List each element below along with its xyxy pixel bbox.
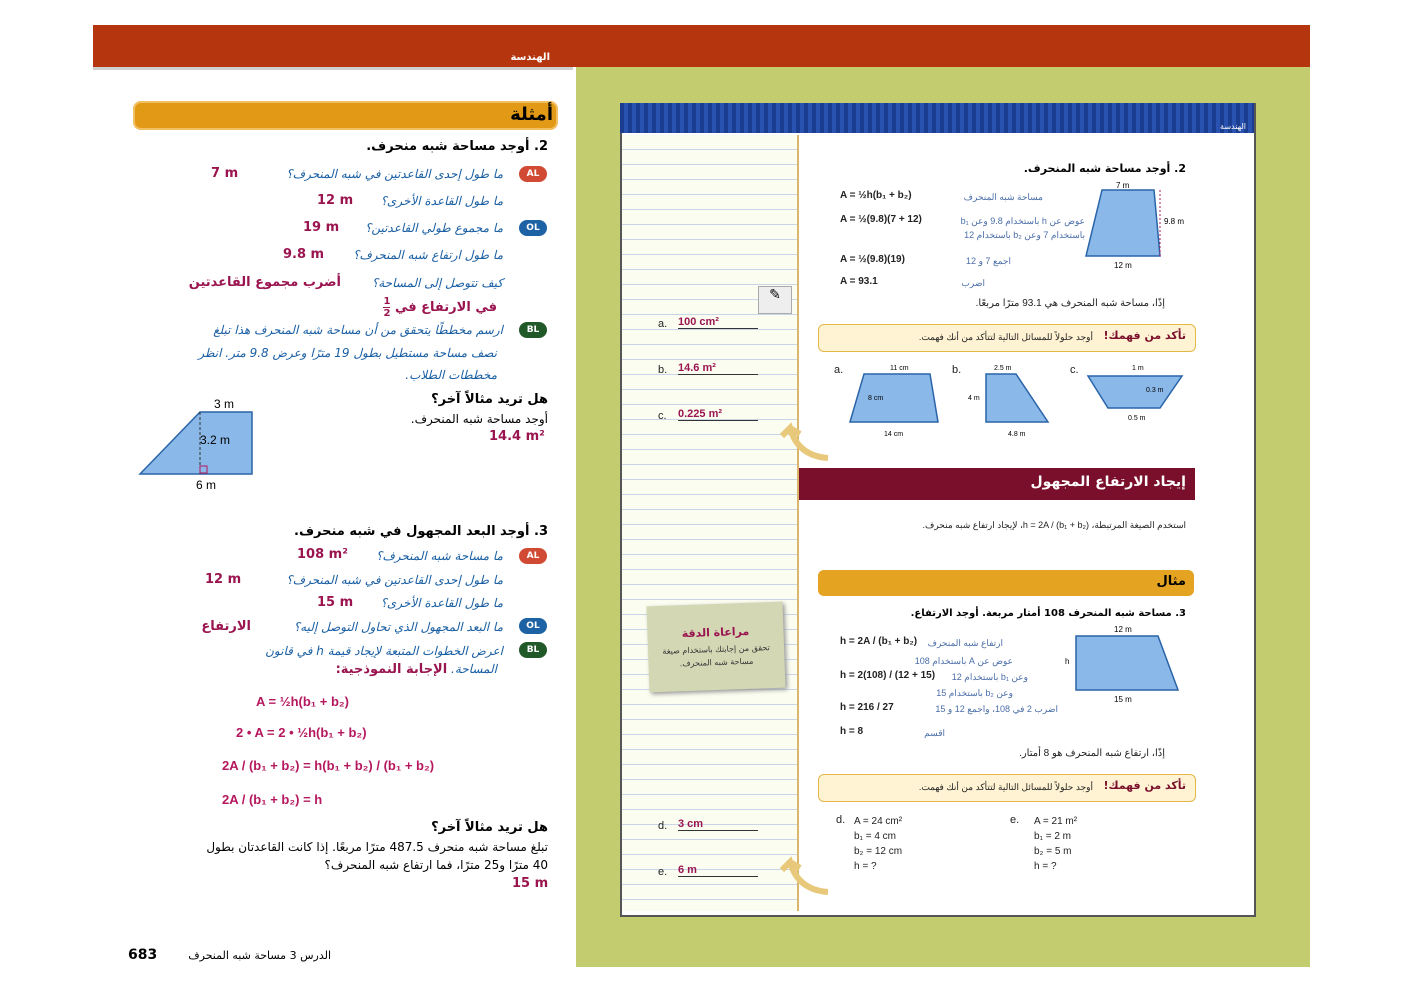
check-e-line2: b₁ = 2 m [1034, 831, 1072, 842]
ex2-more-text: أوجد مساحة شبه المنحرف. [410, 412, 548, 426]
ex2-a5-line2 [383, 296, 497, 319]
shape-c-h: 0.3 m [1146, 387, 1164, 394]
notes-margin-line [797, 135, 799, 911]
se-ex2-note5: اضرب [961, 278, 985, 288]
section-title: إيجاد الارتفاع المجهول [1030, 474, 1186, 490]
ex3-q3: ما طول القاعدة الأخرى؟ [380, 596, 503, 610]
ex3-a2: 12 m [205, 572, 242, 587]
se-ex2-bottom: 12 m [1114, 261, 1132, 270]
ex3-q2: ما طول إحدى القاعدتين في شبه المنحرف؟ [286, 573, 503, 587]
se-ex2-step3: A = ½(9.8)(19) [840, 254, 905, 265]
se-ex3-note6: اقسم [924, 728, 945, 738]
check-d-line4: h = ? [854, 861, 877, 872]
ex3-q5-text2: المساحة. [451, 662, 497, 676]
se-ex3-note4: وعن b₂ باستخدام 15 [936, 688, 1013, 698]
check-text-1: أوجد حلولاً للمسائل التالية لتتأكد من أنك فهمت. [918, 332, 1093, 342]
ex2-a5-text2: في الارتفاع في [394, 300, 497, 315]
ex3-q4: ما البعد المجهول الذي تحاول التوصل إليه؟ [293, 620, 503, 634]
note-icon: ✎ [758, 286, 792, 314]
ex2-q3: ما مجموع طولي القاعدتين؟ [364, 221, 503, 235]
ex3-a5: الإجابة النموذجية: [335, 662, 448, 677]
subject-title: الهندسة [510, 52, 550, 63]
ex2-a4: 9.8 m [283, 247, 325, 262]
ex2-q6-line2: نصف مساحة مستطيل بطول 19 مترًا وعرض 9.8 متر. انظر [198, 346, 497, 360]
ex3-a1: 108 m² [297, 547, 348, 562]
half-den: 2 [383, 308, 391, 319]
note-a-value: 100 cm² [678, 316, 758, 329]
shape-c-figure [1082, 360, 1192, 430]
se-ex2-conclusion: إذًا، مساحة شبه المنحرف هي 93.1 مترًا مربعًا. [975, 298, 1165, 309]
shape-a-bottom: 14 cm [884, 431, 904, 438]
example2-text: أوجد مساحة شبه منحرف. [366, 139, 530, 154]
badge-al: AL [519, 166, 547, 182]
se-subject: الهندسة [1220, 122, 1246, 131]
note-a-label: a. [658, 318, 668, 330]
shape-c-label: c. [1070, 364, 1079, 376]
ex3-badge-ol: OL [519, 618, 547, 634]
fig-bottom-label: 6 m [196, 478, 217, 492]
arrow-icon [778, 418, 838, 468]
check-e-lines [1034, 814, 1077, 874]
check-title-1: تأكد من فهمك! [1103, 329, 1186, 342]
shape-b-top: 2.5 m [994, 365, 1012, 372]
check-d-lines [854, 814, 902, 874]
se-ex3-step3: h = 216 / 27 [840, 702, 894, 713]
examples-title: أمثلة [510, 104, 553, 125]
example-label: مثال [1156, 574, 1186, 589]
example-banner [818, 570, 1194, 596]
check-e-line3: b₂ = 5 m [1034, 846, 1072, 857]
sticky-note [647, 602, 786, 693]
check-text-2: أوجد حلولاً للمسائل التالية لتتأكد من أنك فهمت. [918, 782, 1093, 792]
note-d-label: d. [658, 820, 668, 832]
check-d-line2: b₁ = 4 cm [854, 831, 897, 842]
se-ex3-step4: h = 8 [840, 726, 864, 737]
half-num: 1 [383, 296, 391, 307]
formula-1: A = ½h(b₁ + b₂) [256, 694, 350, 709]
ex2-q5: كيف تتوصل إلى المساحة؟ [371, 276, 503, 290]
examples-banner [133, 101, 558, 130]
se-ex2-step1: A = ½h(b₁ + b₂) [840, 190, 912, 201]
se-ex3-step2: h = 2(108) / (12 + 15) [840, 670, 936, 681]
ex3-badge-al: AL [519, 548, 547, 564]
note-c-label: c. [658, 410, 667, 422]
note-e-label: e. [658, 866, 668, 878]
shape-c-bottom: 0.5 m [1128, 415, 1146, 422]
notes-column [622, 135, 797, 911]
ex3-badge-bl: BL [519, 642, 547, 658]
ex3-a4: الارتفاع [201, 619, 251, 634]
se-ex3-title: 3. مساحة شبه المنحرف 108 أمتار مربعة. أوجد الارتفاع. [910, 608, 1186, 619]
note-b-label: b. [658, 364, 668, 376]
ex3-q5-line2 [336, 662, 497, 677]
section-text: استخدم الصيغة المرتبطة، h = 2A / (b₁ + b₂)، لإيجاد ارتفاع شبه منحرف. [922, 520, 1186, 530]
example3-text: أوجد البعد المجهول في شبه منحرف. [294, 524, 530, 539]
se-ex2-step4: A = 93.1 [840, 276, 878, 287]
se-ex3-note5: اضرب 2 في 108، واجمع 12 و 15 [935, 704, 1058, 714]
se-ex3-h: h [1065, 657, 1070, 666]
check-d-line1: A = 24 cm² [854, 816, 903, 827]
ex3-more-title: هل تريد مثالاً آخر؟ [431, 820, 548, 835]
lesson-title: الدرس 3 مساحة شبه المنحرف [188, 949, 331, 962]
formula-2: 2 • A = 2 • ½h(b₁ + b₂) [236, 725, 367, 740]
se-ex3-note1: ارتفاع شبه المنحرف [927, 638, 1003, 648]
shape-b-label: b. [952, 364, 962, 376]
se-ex3-top: 12 m [1114, 625, 1132, 634]
formula-3: 2A / (b₁ + b₂) = h(b₁ + b₂) / (b₁ + b₂) [222, 758, 435, 773]
se-ex2-note1: مساحة شبه المنحرف [963, 192, 1043, 202]
example2-number: 2. [534, 139, 548, 154]
se-ex3-note3: وعن b₁ باستخدام 12 [951, 672, 1028, 682]
se-ex3-trapezoid [1062, 622, 1192, 708]
shape-b-bottom: 4.8 m [1008, 431, 1026, 438]
ex2-more-answer: 14.4 m² [489, 429, 545, 444]
check-title-2: تأكد من فهمك! [1103, 779, 1186, 792]
se-ex3-conclusion: إذًا، ارتفاع شبه المنحرف هو 8 أمتار. [1019, 748, 1165, 759]
check-e-line4: h = ? [1034, 861, 1057, 872]
ex2-a3: 19 m [303, 220, 340, 235]
shape-a-figure [844, 360, 944, 440]
badge-ol: OL [519, 220, 547, 236]
note-e-value: 6 m [678, 864, 758, 877]
formula-4: 2A / (b₁ + b₂) = h [222, 792, 323, 807]
header-divider [93, 67, 573, 70]
ex2-q6: ارسم مخططًا يتحقق من أن مساحة شبه المنحرف هذا تبلغ [213, 323, 503, 337]
se-ex2-step2: A = ½(9.8)(7 + 12) [840, 214, 922, 225]
se-ex2-note2: عوض عن h باستخدام 9.8 وعن b₁ [960, 216, 1085, 226]
se-ex3-step1: h = 2A / (b₁ + b₂) [840, 636, 918, 647]
check-e-label: e. [1010, 814, 1020, 826]
ex3-q1: ما مساحة شبه المنحرف؟ [375, 549, 503, 563]
se-ex2-note4: اجمع 7 و 12 [966, 256, 1011, 266]
se-ex2-top: 7 m [1116, 181, 1130, 190]
ex2-trapezoid-figure [134, 394, 264, 494]
ex2-a1: 7 m [211, 166, 239, 181]
ex3-q5: اعرض الخطوات المتبعة لإيجاد قيمة h في قانون [265, 644, 503, 658]
se-ex2-trapezoid [1080, 180, 1190, 270]
sticky-text: تحقق من إجابتك باستخدام صيغة مساحة شبه المنحرف. [662, 643, 770, 669]
se-ex3-bottom: 15 m [1114, 695, 1132, 704]
trapezoid-shape [140, 412, 252, 474]
se-ex2-h: 9.8 m [1164, 217, 1185, 226]
example3-title [294, 524, 548, 539]
ex3-more-answer: 15 m [512, 876, 549, 891]
badge-bl: BL [519, 322, 547, 338]
shape-a-h: 8 cm [868, 395, 884, 402]
shape-c-top: 1 m [1132, 365, 1144, 372]
example3-number: 3. [534, 524, 548, 539]
page-number: 683 [128, 947, 158, 963]
check-d-line3: b₂ = 12 cm [854, 846, 903, 857]
student-edition-header [620, 103, 1254, 133]
half-fraction [383, 296, 390, 319]
ex2-q6-line3: مخططات الطلاب. [405, 368, 497, 382]
sticky-title: مراعاة الدقة [681, 624, 750, 641]
example2-title [366, 139, 548, 154]
note-c-value: 0.225 m² [678, 408, 758, 421]
se-ex3-note2: عوض عن A باستخدام 108 [914, 656, 1013, 666]
check-e-line1: A = 21 m² [1034, 816, 1078, 827]
ex2-q2: ما طول القاعدة الأخرى؟ [380, 194, 503, 208]
shape-b-h: 4 m [968, 395, 980, 402]
shape-a-top: 11 cm [890, 365, 909, 372]
note-b-value: 14.6 m² [678, 362, 758, 375]
note-d-value: 3 cm [678, 818, 758, 831]
arrow-icon [778, 852, 838, 902]
ex2-a2: 12 m [317, 193, 354, 208]
se-ex2-title: 2. أوجد مساحة شبه المنحرف. [1023, 162, 1186, 175]
ex2-q4: ما طول ارتفاع شبه المنحرف؟ [353, 248, 503, 262]
ex3-a3: 15 m [317, 595, 354, 610]
ex2-more-title: هل تريد مثالاً آخر؟ [431, 392, 548, 407]
shape-b-figure [964, 360, 1054, 440]
ex2-q1: ما طول إحدى القاعدتين في شبه المنحرف؟ [286, 167, 503, 181]
fig-height-label: 3.2 m [200, 433, 231, 447]
check-d-label: d. [836, 814, 846, 826]
shape-a-label: a. [834, 364, 844, 376]
se-ex2-note3: باستخدام 7 وعن b₂ باستخدام 12 [964, 230, 1085, 240]
ex3-more-text2: 40 مترًا و25 مترًا، فما ارتفاع شبه المنحرف؟ [324, 858, 548, 872]
fig-top-label: 3 m [214, 397, 235, 411]
ex3-more-text: تبلغ مساحة شبه منحرف 487.5 مترًا مربعًا. إذا كانت القاعدتان بطول [206, 840, 548, 854]
ex2-a5: أضرب مجموع القاعدتين [188, 275, 341, 290]
header-bar [93, 25, 1310, 67]
